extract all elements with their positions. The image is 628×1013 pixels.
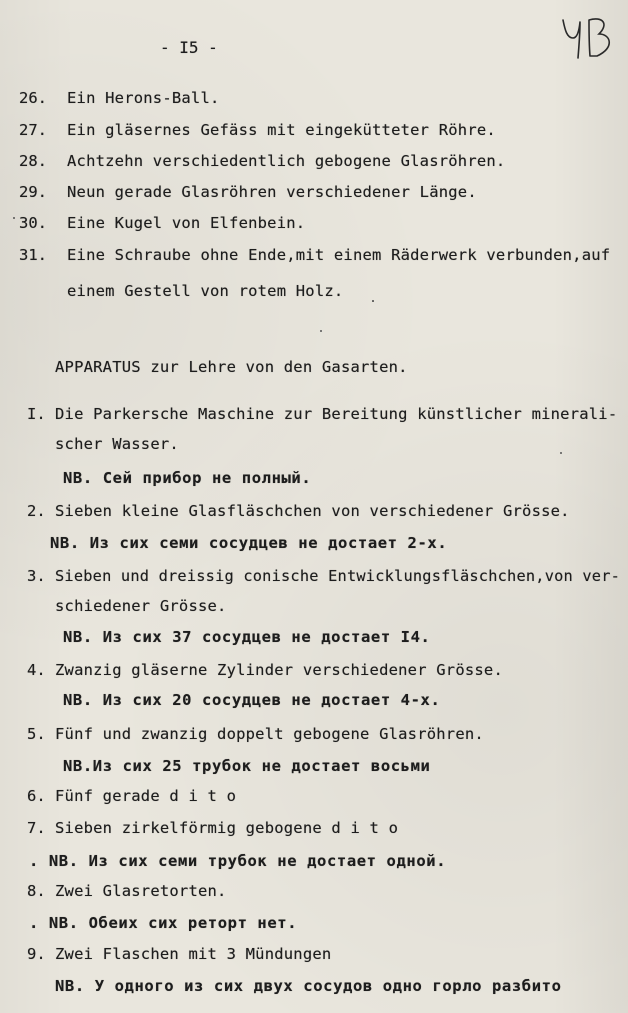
item-text: Zwei Glasretorten. [55, 882, 227, 900]
item-note: NB. Из сих семи сосудцев не достает 2-х. [50, 534, 448, 552]
item-number: 9. [27, 945, 46, 963]
item-number: 29. [19, 183, 47, 201]
item-number: I. [27, 405, 46, 423]
item-number: 8. [27, 882, 46, 900]
item-note: . NB. Обеих сих реторт нет. [29, 914, 298, 932]
item-number: 30. [19, 214, 47, 232]
item-text-continued: einem Gestell von rotem Holz. [67, 282, 344, 300]
paper-speck [372, 300, 374, 302]
item-text: Neun gerade Glasröhren verschiedener Länge. [67, 183, 477, 201]
item-text: Zwanzig gläserne Zylinder verschiedener Grösse. [55, 661, 503, 679]
item-number: 7. [27, 819, 46, 837]
item-text: Zwei Flaschen mit 3 Mündungen [55, 945, 332, 963]
item-number: 27. [19, 121, 47, 139]
item-text: Ein gläsernes Gefäss mit eingekütteter Röhre. [67, 121, 496, 139]
item-note: NB. Из сих 37 сосудцев не достает I4. [63, 628, 431, 646]
item-text: Fünf und zwanzig doppelt gebogene Glasröhren. [55, 725, 484, 743]
item-number: 5. [27, 725, 46, 743]
item-text-continued: schiedener Grösse. [55, 597, 227, 615]
item-text: Sieben zirkelförmig gebogene d i t o [55, 819, 399, 837]
item-number: 28. [19, 152, 47, 170]
item-text: Ein Herons-Ball. [67, 89, 220, 107]
paper-speck [13, 217, 15, 219]
item-note: NB. Из сих 20 сосудцев не достает 4-х. [63, 691, 441, 709]
item-number: 31. [19, 246, 47, 264]
item-note: NB. У одного из сих двух сосудов одно горло разбито [55, 977, 562, 995]
item-text: Die Parkersche Maschine zur Bereitung künstlicher minerali- [55, 405, 618, 423]
item-number: 2. [27, 502, 46, 520]
item-text: Eine Schraube ohne Ende,mit einem Räderwerk verbunden,auf [67, 246, 611, 264]
item-text: Achtzehn verschiedentlich gebogene Glasröhren. [67, 152, 506, 170]
section-heading: APPARATUS zur Lehre von den Gasarten. [55, 358, 408, 376]
paper-speck [320, 330, 322, 332]
item-text-continued: scher Wasser. [55, 435, 179, 453]
item-text: Sieben kleine Glasfläschchen von verschiedener Grösse. [55, 502, 570, 520]
item-number: 3. [27, 567, 46, 585]
item-note: . NB. Из сих семи трубок не достает одной. [29, 852, 447, 870]
paper-speck [560, 452, 562, 454]
item-number: 4. [27, 661, 46, 679]
item-text: Fünf gerade d i t o [55, 787, 237, 805]
page-number: - I5 - [160, 38, 218, 57]
item-text: Eine Kugel von Elfenbein. [67, 214, 306, 232]
item-text: Sieben und dreissig conische Entwicklungsfläschchen,von ver- [55, 567, 621, 585]
handwritten-mark [559, 14, 617, 62]
item-note: NB. Сей прибор не полный. [63, 469, 312, 487]
item-note: NB.Из сих 25 трубок не достает восьми [63, 757, 431, 775]
item-number: 6. [27, 787, 46, 805]
item-number: 26. [19, 89, 47, 107]
